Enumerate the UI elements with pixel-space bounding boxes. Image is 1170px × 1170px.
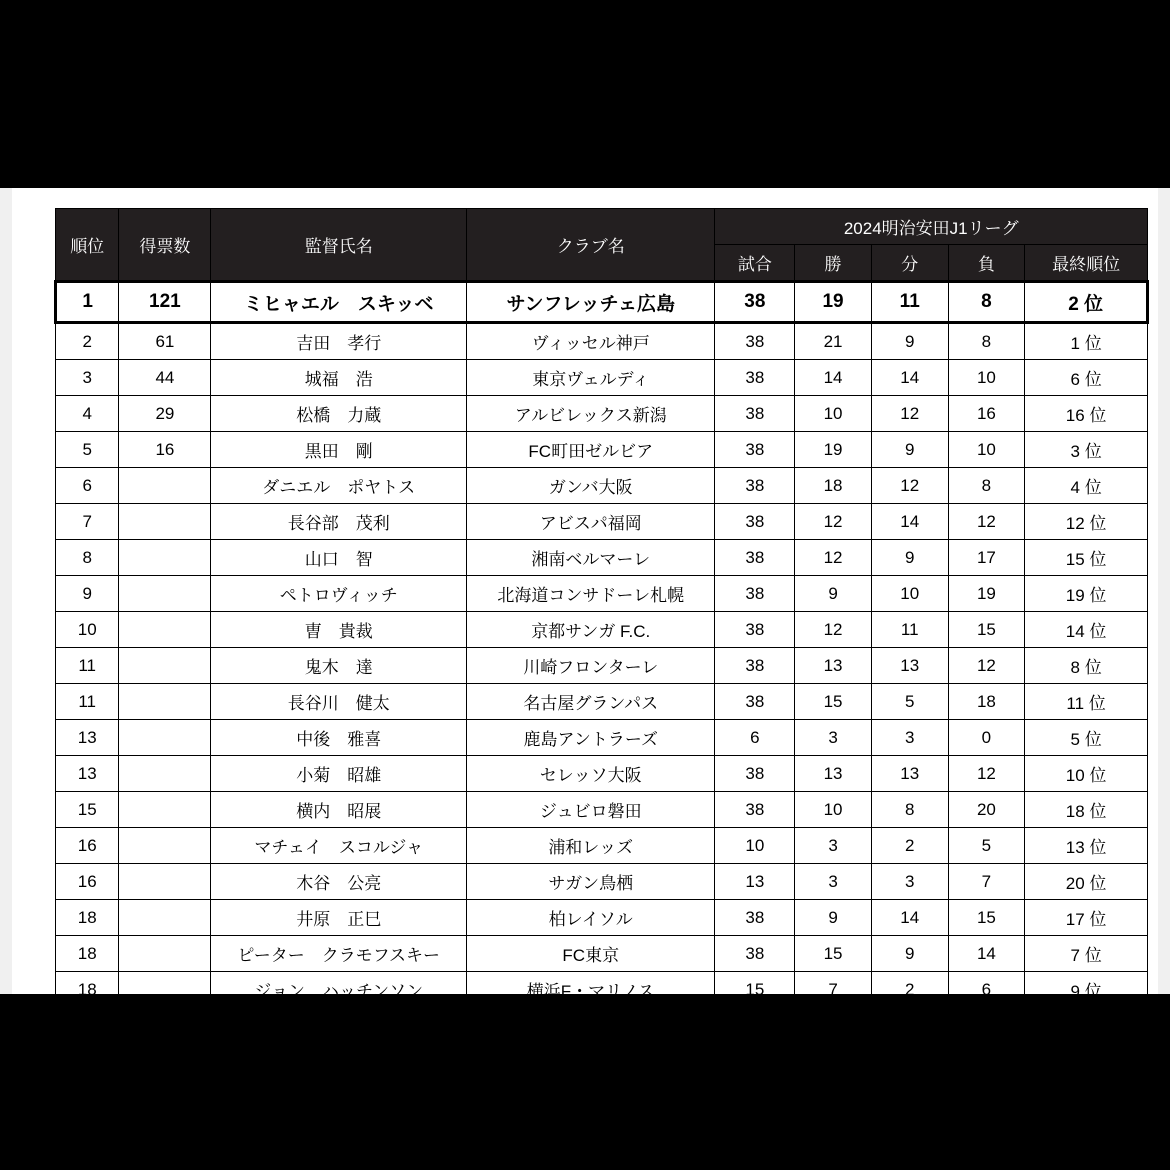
table-row [56, 432, 1148, 468]
table-row [56, 540, 1148, 576]
cell-rank: 2 [56, 323, 119, 360]
cell-final-rank: 12 位 [1025, 504, 1148, 540]
cell-manager: マチェイ スコルジャ [211, 828, 467, 864]
table-body [56, 282, 1148, 1008]
header-manager: 監督氏名 [211, 209, 467, 282]
table-row [56, 936, 1148, 972]
cell-lose: 8 [948, 282, 1025, 323]
table-container [54, 208, 1149, 1008]
cell-club: FC東京 [467, 936, 715, 972]
cell-votes [119, 792, 211, 828]
table-row [56, 720, 1148, 756]
j1-manager-ranking-table [54, 208, 1149, 1008]
cell-rank: 9 [56, 576, 119, 612]
table-row [56, 648, 1148, 684]
cell-votes: 16 [119, 432, 211, 468]
cell-manager: 黒田 剛 [211, 432, 467, 468]
cell-rank: 8 [56, 540, 119, 576]
cell-votes: 44 [119, 360, 211, 396]
cell-draw: 5 [871, 684, 948, 720]
cell-rank: 4 [56, 396, 119, 432]
cell-votes [119, 468, 211, 504]
cell-rank: 1 [56, 282, 119, 323]
cell-club: 京都サンガ F.C. [467, 612, 715, 648]
cell-final-rank: 6 位 [1025, 360, 1148, 396]
cell-lose: 8 [948, 468, 1025, 504]
table-row [56, 282, 1148, 323]
cell-club: ガンバ大阪 [467, 468, 715, 504]
cell-votes [119, 864, 211, 900]
cell-games: 38 [715, 504, 795, 540]
cell-games: 38 [715, 396, 795, 432]
cell-manager: 井原 正巳 [211, 900, 467, 936]
cell-lose: 14 [948, 936, 1025, 972]
cell-games: 38 [715, 612, 795, 648]
cell-lose: 15 [948, 900, 1025, 936]
document-sheet [0, 188, 1170, 1001]
cell-manager: ダニエル ポヤトス [211, 468, 467, 504]
cell-draw: 2 [871, 972, 948, 1008]
cell-manager: 長谷川 健太 [211, 684, 467, 720]
cell-games: 38 [715, 282, 795, 323]
cell-manager: ペトロヴィッチ [211, 576, 467, 612]
cell-draw: 10 [871, 576, 948, 612]
cell-club: 東京ヴェルディ [467, 360, 715, 396]
cell-lose: 16 [948, 396, 1025, 432]
cell-draw: 2 [871, 828, 948, 864]
cell-draw: 12 [871, 468, 948, 504]
cell-games: 38 [715, 432, 795, 468]
cell-win: 9 [795, 576, 872, 612]
cell-final-rank: 13 位 [1025, 828, 1148, 864]
cell-rank: 15 [56, 792, 119, 828]
cell-games: 10 [715, 828, 795, 864]
cell-club: ヴィッセル神戸 [467, 323, 715, 360]
cell-rank: 3 [56, 360, 119, 396]
header-rank: 順位 [56, 209, 119, 282]
cell-win: 9 [795, 900, 872, 936]
cell-win: 13 [795, 756, 872, 792]
cell-games: 15 [715, 972, 795, 1008]
cell-club: FC町田ゼルビア [467, 432, 715, 468]
cell-manager: 曺 貴裁 [211, 612, 467, 648]
cell-games: 38 [715, 323, 795, 360]
cell-final-rank: 3 位 [1025, 432, 1148, 468]
cell-games: 38 [715, 648, 795, 684]
cell-draw: 9 [871, 936, 948, 972]
cell-club: 名古屋グランパス [467, 684, 715, 720]
table-row [56, 792, 1148, 828]
cell-draw: 14 [871, 360, 948, 396]
cell-games: 6 [715, 720, 795, 756]
table-row [56, 576, 1148, 612]
table-row [56, 396, 1148, 432]
cell-votes [119, 972, 211, 1008]
cell-final-rank: 17 位 [1025, 900, 1148, 936]
cell-club: アビスパ福岡 [467, 504, 715, 540]
cell-lose: 17 [948, 540, 1025, 576]
cell-final-rank: 9 位 [1025, 972, 1148, 1008]
cell-games: 38 [715, 936, 795, 972]
cell-manager: 木谷 公亮 [211, 864, 467, 900]
header-lose: 負 [948, 245, 1025, 282]
table-row [56, 612, 1148, 648]
cell-rank: 11 [56, 648, 119, 684]
cell-votes [119, 720, 211, 756]
cell-final-rank: 11 位 [1025, 684, 1148, 720]
cell-votes [119, 756, 211, 792]
cell-draw: 9 [871, 432, 948, 468]
cell-lose: 10 [948, 432, 1025, 468]
cell-draw: 13 [871, 648, 948, 684]
cell-win: 10 [795, 792, 872, 828]
cell-rank: 11 [56, 684, 119, 720]
cell-games: 38 [715, 756, 795, 792]
table-header [56, 209, 1148, 282]
cell-games: 38 [715, 900, 795, 936]
cell-lose: 15 [948, 612, 1025, 648]
cell-manager: ピーター クラモフスキー [211, 936, 467, 972]
cell-club: 柏レイソル [467, 900, 715, 936]
table-row [56, 864, 1148, 900]
cell-manager: 小菊 昭雄 [211, 756, 467, 792]
header-win: 勝 [795, 245, 872, 282]
cell-votes [119, 684, 211, 720]
cell-draw: 11 [871, 612, 948, 648]
table-row [56, 756, 1148, 792]
header-club: クラブ名 [467, 209, 715, 282]
cell-final-rank: 2 位 [1025, 282, 1148, 323]
cell-club: 浦和レッズ [467, 828, 715, 864]
cell-club: セレッソ大阪 [467, 756, 715, 792]
cell-draw: 9 [871, 540, 948, 576]
cell-rank: 7 [56, 504, 119, 540]
cell-final-rank: 20 位 [1025, 864, 1148, 900]
cell-rank: 18 [56, 936, 119, 972]
cell-win: 18 [795, 468, 872, 504]
cell-win: 3 [795, 720, 872, 756]
cell-lose: 19 [948, 576, 1025, 612]
cell-rank: 18 [56, 900, 119, 936]
cell-win: 21 [795, 323, 872, 360]
cell-win: 13 [795, 648, 872, 684]
cell-manager: 横内 昭展 [211, 792, 467, 828]
cell-club: サンフレッチェ広島 [467, 282, 715, 323]
table-row [56, 684, 1148, 720]
cell-draw: 14 [871, 900, 948, 936]
cell-lose: 6 [948, 972, 1025, 1008]
table-row [56, 504, 1148, 540]
cell-draw: 3 [871, 720, 948, 756]
cell-club: 横浜F・マリノス [467, 972, 715, 1008]
cell-draw: 12 [871, 396, 948, 432]
cell-lose: 8 [948, 323, 1025, 360]
cell-rank: 5 [56, 432, 119, 468]
cell-club: 北海道コンサドーレ札幌 [467, 576, 715, 612]
cell-votes [119, 504, 211, 540]
header-row-top [56, 209, 1148, 245]
cell-draw: 13 [871, 756, 948, 792]
cell-manager: ジョン ハッチンソン [211, 972, 467, 1008]
cell-club: 湘南ベルマーレ [467, 540, 715, 576]
cell-win: 14 [795, 360, 872, 396]
cell-rank: 13 [56, 720, 119, 756]
header-league-title: 2024明治安田J1リーグ [715, 209, 1148, 245]
cell-win: 12 [795, 540, 872, 576]
cell-lose: 0 [948, 720, 1025, 756]
table-row [56, 972, 1148, 1008]
cell-draw: 14 [871, 504, 948, 540]
cell-games: 38 [715, 468, 795, 504]
cell-win: 10 [795, 396, 872, 432]
table-row [56, 828, 1148, 864]
cell-lose: 5 [948, 828, 1025, 864]
cell-win: 15 [795, 684, 872, 720]
header-final-rank: 最終順位 [1025, 245, 1148, 282]
cell-final-rank: 8 位 [1025, 648, 1148, 684]
cell-draw: 3 [871, 864, 948, 900]
cell-final-rank: 7 位 [1025, 936, 1148, 972]
cell-win: 3 [795, 828, 872, 864]
cell-votes [119, 828, 211, 864]
cell-rank: 13 [56, 756, 119, 792]
cell-final-rank: 18 位 [1025, 792, 1148, 828]
header-draw: 分 [871, 245, 948, 282]
cell-games: 38 [715, 540, 795, 576]
cell-games: 13 [715, 864, 795, 900]
table-row [56, 323, 1148, 360]
cell-win: 15 [795, 936, 872, 972]
cell-games: 38 [715, 360, 795, 396]
cell-draw: 9 [871, 323, 948, 360]
cell-club: 川崎フロンターレ [467, 648, 715, 684]
cell-final-rank: 1 位 [1025, 323, 1148, 360]
table-row [56, 468, 1148, 504]
cell-votes [119, 612, 211, 648]
cell-rank: 16 [56, 864, 119, 900]
cell-win: 7 [795, 972, 872, 1008]
cell-votes [119, 576, 211, 612]
cell-final-rank: 10 位 [1025, 756, 1148, 792]
table-row [56, 900, 1148, 936]
cell-manager: 長谷部 茂利 [211, 504, 467, 540]
cell-draw: 8 [871, 792, 948, 828]
cell-lose: 10 [948, 360, 1025, 396]
cell-final-rank: 4 位 [1025, 468, 1148, 504]
cell-win: 19 [795, 432, 872, 468]
cell-draw: 11 [871, 282, 948, 323]
table-row [56, 360, 1148, 396]
cell-club: アルビレックス新潟 [467, 396, 715, 432]
cell-games: 38 [715, 792, 795, 828]
cell-games: 38 [715, 576, 795, 612]
cell-club: 鹿島アントラーズ [467, 720, 715, 756]
cell-manager: 吉田 孝行 [211, 323, 467, 360]
cell-manager: 城福 浩 [211, 360, 467, 396]
header-games: 試合 [715, 245, 795, 282]
cell-lose: 20 [948, 792, 1025, 828]
cell-votes [119, 648, 211, 684]
cell-manager: 山口 智 [211, 540, 467, 576]
cell-votes [119, 900, 211, 936]
cell-lose: 7 [948, 864, 1025, 900]
header-votes: 得票数 [119, 209, 211, 282]
cell-votes: 121 [119, 282, 211, 323]
cell-lose: 12 [948, 504, 1025, 540]
cell-win: 12 [795, 612, 872, 648]
document-page [12, 188, 1158, 1001]
cell-final-rank: 14 位 [1025, 612, 1148, 648]
cell-games: 38 [715, 684, 795, 720]
cell-final-rank: 15 位 [1025, 540, 1148, 576]
cell-rank: 10 [56, 612, 119, 648]
cell-final-rank: 16 位 [1025, 396, 1148, 432]
cell-manager: 松橋 力蔵 [211, 396, 467, 432]
cell-rank: 16 [56, 828, 119, 864]
cell-win: 12 [795, 504, 872, 540]
cell-final-rank: 5 位 [1025, 720, 1148, 756]
cell-club: サガン鳥栖 [467, 864, 715, 900]
cell-lose: 18 [948, 684, 1025, 720]
cell-votes: 29 [119, 396, 211, 432]
cell-manager: ミヒャエル スキッベ [211, 282, 467, 323]
cell-club: ジュビロ磐田 [467, 792, 715, 828]
cell-win: 3 [795, 864, 872, 900]
cell-win: 19 [795, 282, 872, 323]
cell-rank: 6 [56, 468, 119, 504]
cell-votes [119, 936, 211, 972]
cell-votes: 61 [119, 323, 211, 360]
cell-final-rank: 19 位 [1025, 576, 1148, 612]
cell-rank: 18 [56, 972, 119, 1008]
cell-lose: 12 [948, 648, 1025, 684]
cell-manager: 中後 雅喜 [211, 720, 467, 756]
cell-manager: 鬼木 達 [211, 648, 467, 684]
cell-lose: 12 [948, 756, 1025, 792]
cell-votes [119, 540, 211, 576]
